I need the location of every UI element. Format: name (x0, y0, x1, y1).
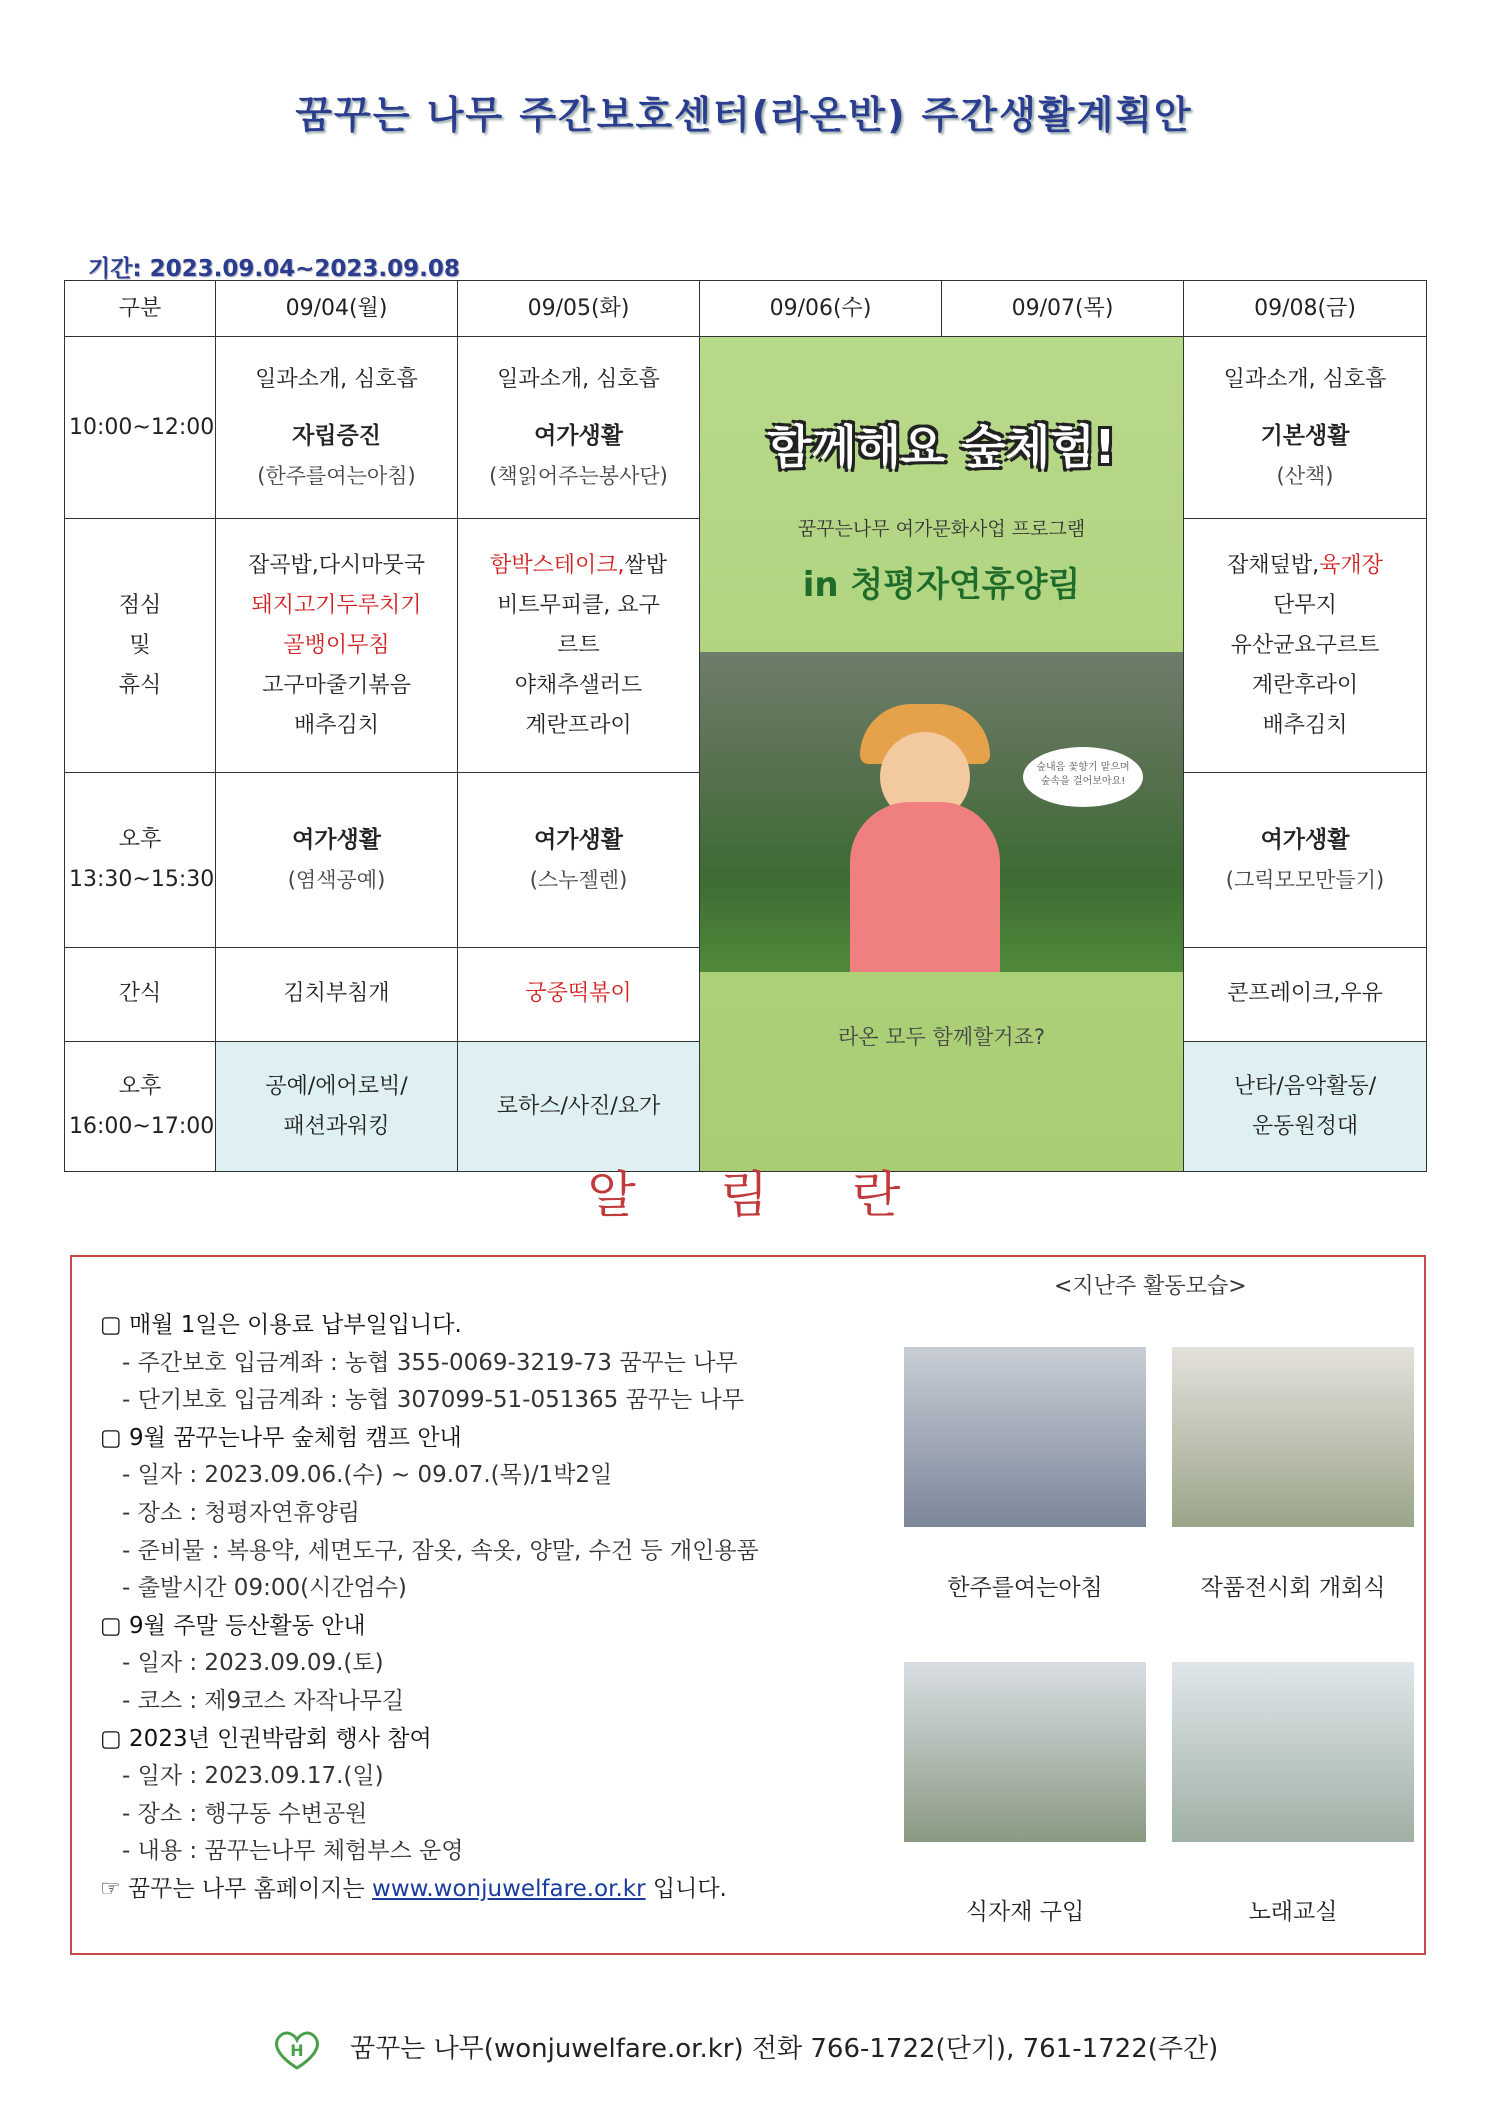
notice-list (100, 1307, 920, 1909)
photo-caption: 식자재 구입 (965, 1899, 1085, 1925)
svg-text:H: H (289, 2040, 304, 2060)
activity-photo (904, 1662, 1146, 1842)
cell-mon-snack: 김치부침개 (216, 947, 458, 1041)
notice-detail: - 준비물 : 복용약, 세면도구, 잠옷, 속옷, 양말, 수건 등 개인용품 (100, 1533, 920, 1571)
notice-detail: - 일자 : 2023.09.09.(토) (100, 1645, 920, 1683)
body-shape (850, 802, 1000, 972)
notice-heading-item: ▢ 매월 1일은 이용료 납부일입니다. (100, 1307, 920, 1345)
cell-fri-late: 난타/음악활동/ 운동원정대 (1184, 1042, 1427, 1172)
weekly-plan-table (64, 280, 1427, 1172)
notice-detail: - 일자 : 2023.09.17.(일) (100, 1758, 920, 1796)
notice-heading-item: ▢ 2023년 인권박람회 행사 참여 (100, 1721, 920, 1759)
footer-text: 꿈꾸는 나무(wonjuwelfare.or.kr) 전화 766-1722(단기), 761-1722(주간) (349, 2034, 1219, 2064)
homepage-line: ☞ 꿈꾸는 나무 홈페이지는 www.wonjuwelfare.or.kr 입니다. (100, 1875, 727, 1902)
poster-place: in 청평자연휴양림 (802, 565, 1081, 605)
row-label: 오후 13:30~15:30 (65, 772, 216, 947)
poster-headline: 함께해요 숲체험! (767, 420, 1116, 474)
cell-mon-morning: 일과소개, 심호흡 자립증진 (한주를여는아침) (216, 337, 458, 519)
row-label: 10:00~12:00 (65, 337, 216, 519)
cell-fri-afternoon: 여가생활 (그릭모모만들기) (1184, 772, 1427, 947)
cell-fri-morning: 일과소개, 심호흡 기본생활 (산책) (1184, 337, 1427, 519)
cell-mon-late: 공예/에어로빅/ 패션과워킹 (216, 1042, 458, 1172)
notice-detail: - 출발시간 09:00(시간엄수) (100, 1570, 920, 1608)
page-title: 꿈꾸는 나무 주간보호센터(라온반) 주간생활계획안 (295, 93, 1193, 137)
notice-detail: - 장소 : 행구동 수변공원 (100, 1796, 920, 1834)
corner-cell: 구분 (65, 281, 216, 337)
notice-box (70, 1255, 1426, 1955)
row-label: 오후 16:00~17:00 (65, 1042, 216, 1172)
footer (0, 2028, 1488, 2070)
notice-heading-item: ▢ 9월 꿈꾸는나무 숲체험 캠프 안내 (100, 1420, 920, 1458)
activity-photo (1172, 1347, 1414, 1527)
day-header: 09/04(월) (216, 281, 458, 337)
header-row (65, 281, 1427, 337)
day-header: 09/05(화) (458, 281, 700, 337)
poster-footer: 라온 모두 함께할거죠? (837, 1025, 1046, 1049)
cell-tue-morning: 일과소개, 심호흡 여가생활 (책읽어주는봉사단) (458, 337, 700, 519)
period-label: 기간: 2023.09.04~2023.09.08 (88, 256, 460, 282)
homepage-link[interactable]: www.wonjuwelfare.or.kr (372, 1875, 646, 1902)
forest-camp-poster (700, 337, 1184, 1172)
cell-tue-lunch: 함박스테이크,쌀밥 비트무피클, 요구 르트 야채추샐러드 계란프라이 (458, 519, 700, 772)
poster-illustration (700, 652, 1183, 972)
notice-detail: - 단기보호 입금계좌 : 농협 307099-51-051365 꿈꾸는 나무 (100, 1382, 920, 1420)
notice-heading: 알 림 란 (587, 1166, 901, 1224)
cell-tue-late: 로하스/사진/요가 (458, 1042, 700, 1172)
photo-caption: 한주를여는아침 (947, 1575, 1103, 1601)
gallery-title: <지난주 활동모습> (1054, 1274, 1247, 1299)
notice-detail: - 장소 : 청평자연휴양림 (100, 1495, 920, 1533)
day-header: 09/07(목) (942, 281, 1184, 337)
notice-detail: - 코스 : 제9코스 자작나무길 (100, 1683, 920, 1721)
poster-subtitle: 꿈꾸는나무 여가문화사업 프로그램 (797, 518, 1086, 540)
day-header: 09/06(수) (700, 281, 942, 337)
notice-detail: - 일자 : 2023.09.06.(수) ~ 09.07.(목)/1박2일 (100, 1457, 920, 1495)
logo-icon (270, 2030, 324, 2070)
photo-caption: 작품전시회 개회식 (1200, 1575, 1386, 1601)
cell-tue-snack: 궁중떡볶이 (458, 947, 700, 1041)
cell-fri-lunch: 잡채덮밥,육개장 단무지 유산균요구르트 계란후라이 배추김치 (1184, 519, 1427, 772)
notice-heading-item: ▢ 9월 주말 등산활동 안내 (100, 1608, 920, 1646)
morning-row (65, 337, 1427, 519)
speech-bubble: 숲내음 꽃향기 맡으며 숲속을 걸어보아요! (1023, 747, 1143, 807)
photo-caption: 노래교실 (1248, 1899, 1338, 1925)
cell-fri-snack: 콘프레이크,우유 (1184, 947, 1427, 1041)
row-label: 간식 (65, 947, 216, 1041)
cell-mon-afternoon: 여가생활 (염색공예) (216, 772, 458, 947)
activity-photo (1172, 1662, 1414, 1842)
notice-detail: - 주간보호 입금계좌 : 농협 355-0069-3219-73 꿈꾸는 나무 (100, 1345, 920, 1383)
notice-detail: - 내용 : 꿈꾸는나무 체험부스 운영 (100, 1833, 920, 1871)
activity-photo (904, 1347, 1146, 1527)
cell-tue-afternoon: 여가생활 (스누젤렌) (458, 772, 700, 947)
day-header: 09/08(금) (1184, 281, 1427, 337)
cell-mon-lunch: 잡곡밥,다시마뭇국 돼지고기두루치기 골뱅이무침 고구마줄기볶음 배추김치 (216, 519, 458, 772)
row-label: 점심 및 휴식 (65, 519, 216, 772)
